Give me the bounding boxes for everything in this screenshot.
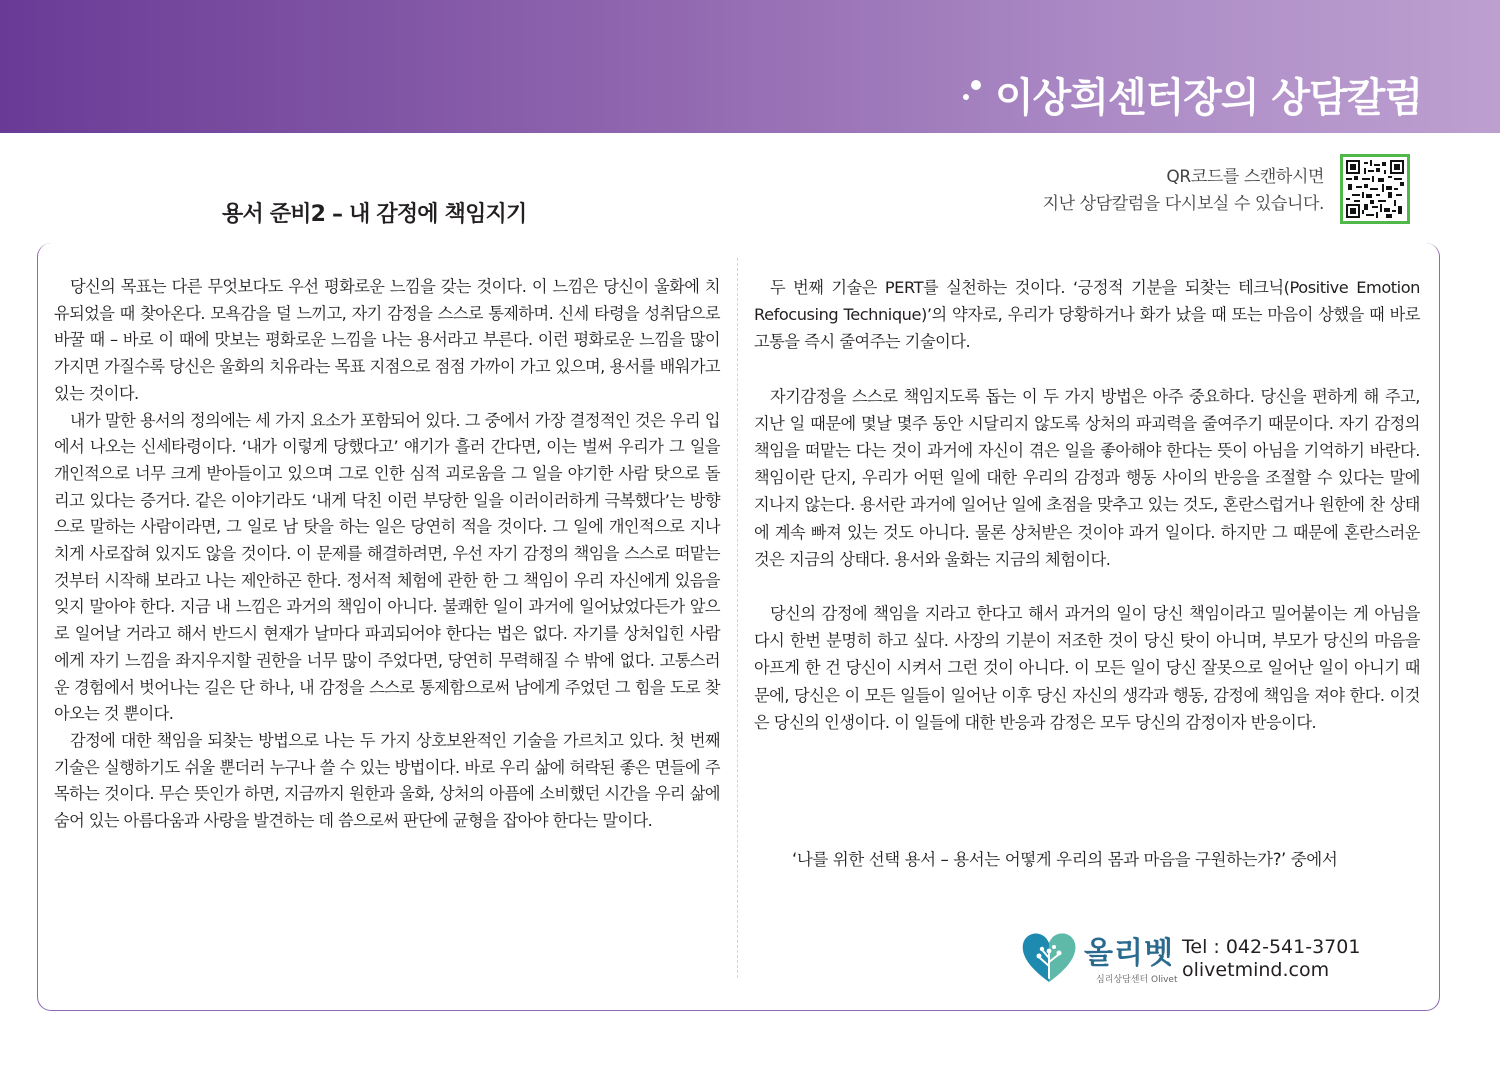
contact-website[interactable]: olivetmind.com bbox=[1182, 959, 1330, 981]
olive-tree-heart-icon bbox=[1020, 930, 1078, 984]
left-column bbox=[54, 274, 720, 835]
source-citation: ‘나를 위한 선택 용서 – 용서는 어떻게 우리의 몸과 마음을 구원하는가?’ 중에서 bbox=[792, 850, 1338, 869]
header-title: 이상희센터장의 상담칼럼 bbox=[995, 75, 1422, 121]
contact-tel: Tel : 042-541-3701 bbox=[1182, 936, 1361, 958]
header-banner bbox=[0, 0, 1500, 133]
logo-name: 올리벳 bbox=[1084, 936, 1174, 971]
left-paragraph-1: 당신의 목표는 다른 무엇보다도 우선 평화로운 느낌을 갖는 것이다. 이 느낌은 당신이 울화에 치유되었을 때 찾아온다. 모욕감을 덜 느끼고, 자기 감정을 스스로 통제하며. 신세 타령을 성취담으로 바꿀 때 – 바로 이 때에 맛보는 평화로운 느낌을 나는 용서라고 부른다. 이런 평화로운 느낌을 많이 가지면 가질수록 당신은 울화의 치유라는 목표 지점으로 점점 가까이 가고 있으며, 용서를 배워가고 있는 것이다. bbox=[54, 277, 720, 403]
footer-logo-area bbox=[1020, 928, 1360, 988]
logo-subtitle: 심리상담센터 Olivet bbox=[1096, 975, 1178, 985]
qr-code[interactable] bbox=[1340, 154, 1410, 224]
right-paragraph-3: 당신의 감정에 책임을 지라고 한다고 해서 과거의 일이 당신 책임이라고 밀어붙이는 게 아님을 다시 한번 분명히 하고 싶다. 사장의 기분이 저조한 것이 당신 탓이 아니며, 부모가 당신의 마음을 아프게 한 건 당신이 시켜서 그런 것이 아니다. 이 모든 일이 당신 잘못으로 일어난 일이 아니기 때문에, 당신은 이 모든 일들이 일어난 이후 당신 자신의 생각과 행동, 감정에 책임을 져야 한다. 이것은 당신의 인생이다. 이 일들에 대한 반응과 감정은 모두 당신의 감정이자 반응이다. bbox=[754, 604, 1420, 732]
article-title: 용서 준비2 – 내 감정에 책임지기 bbox=[222, 202, 527, 227]
bullet-dots-icon bbox=[963, 80, 983, 110]
right-paragraph-2: 자기감정을 스스로 책임지도록 돕는 이 두 가지 방법은 아주 중요하다. 당신을 편하게 해 주고, 지난 일 때문에 몇날 몇주 동안 시달리지 않도록 상처의 파괴력을 줄여주기 때문이다. 자기 감정의 책임을 떠맡는 다는 것이 과거에 자신이 겪은 일을 좋아해야 한다는 뜻이 아님을 기억하기 바란다. 책임이란 단지, 우리가 어떤 일에 대한 우리의 감정과 행동 사이의 반응을 조절할 수 있다는 말에 지나지 않는다. 용서란 과거에 일어난 일에 초점을 맞추고 있는 것도, 혼란스럽거나 원한에 찬 상태에 계속 빠져 있는 것도 아니다. 물론 상처받은 것이야 과거 일이다. 하지만 그 때문에 혼란스러운 것은 지금의 상태다. 용서와 울화는 지금의 체험이다. bbox=[754, 386, 1420, 569]
left-paragraph-2: 내가 말한 용서의 정의에는 세 가지 요소가 포함되어 있다. 그 중에서 가장 결정적인 것은 우리 입에서 나오는 신세타령이다. ‘내가 이렇게 당했다고’ 얘기가 흘러 간다면, 이는 벌써 우리가 그 일을 개인적으로 너무 크게 받아들이고 있으며 그로 인한 심적 괴로움을 그 일을 야기한 사람 탓으로 돌리고 있다는 증거다. 같은 이야기라도 ‘내게 닥친 이런 부당한 일을 이러이러하게 극복했다’는 방향으로 말하는 사람이라면, 그 일로 남 탓을 하는 일은 당연히 적을 것이다. 그 일에 개인적으로 지나치게 사로잡혀 있지도 않을 것이다. 이 문제를 해결하려면, 우선 자기 감정의 책임을 스스로 떠맡는 것부터 시작해 보라고 나는 제안하곤 한다. 정서적 체험에 관한 한 그 책임이 우리 자신에게 있음을 잊지 말아야 한다. 지금 내 느낌은 과거의 책임이 아니다. 불쾌한 일이 과거에 일어났었다든가 앞으로 일어날 거라고 해서 반드시 현재가 날마다 파괴되어야 한다는 법은 없다. 자기를 상처입힌 사람에게 자기 느낌을 좌지우지할 권한을 너무 많이 주었다면, 당연히 무력해질 수 밖에 없다. 고통스러운 경험에서 벗어나는 길은 단 하나, 내 감정을 스스로 통제함으로써 남에게 주었던 그 힘을 도로 찾아오는 것 뿐이다. bbox=[54, 410, 720, 724]
left-paragraph-3: 감정에 대한 책임을 되찾는 방법으로 나는 두 가지 상호보완적인 기술을 가르치고 있다. 첫 번째 기술은 실행하기도 쉬울 뿐더러 누구나 쓸 수 있는 방법이다. 바로 우리 삶에 허락된 좋은 면들에 주목하는 것이다. 무슨 뜻인가 하면, 지금까지 원한과 울화, 상처의 아픔에 소비했던 시간을 우리 삶에 숨어 있는 아름다움과 사랑을 발견하는 데 씀으로써 판단에 균형을 잡아야 한다는 말이다. bbox=[54, 730, 720, 831]
header-title-group bbox=[963, 66, 1422, 123]
right-paragraph-1: 두 번째 기술은 PERT를 실천하는 것이다. ‘긍정적 기분을 되찾는 테크닉(Positive Emotion Refocusing Technique)’의 약자로, 우리가 당황하거나 화가 났을 때 또는 마음이 상했을 때 바로 고통을 즉시 줄여주는 기술이다. bbox=[754, 278, 1420, 352]
column-divider bbox=[737, 258, 738, 978]
qr-caption-line2: 지난 상담칼럼을 다시보실 수 있습니다. bbox=[1042, 194, 1324, 214]
qr-caption-line1: QR코드를 스캔하시면 bbox=[1166, 167, 1324, 187]
contact-info bbox=[1182, 936, 1360, 982]
qr-code-icon bbox=[1346, 160, 1404, 218]
right-column bbox=[754, 274, 1420, 763]
qr-caption bbox=[1043, 164, 1324, 218]
